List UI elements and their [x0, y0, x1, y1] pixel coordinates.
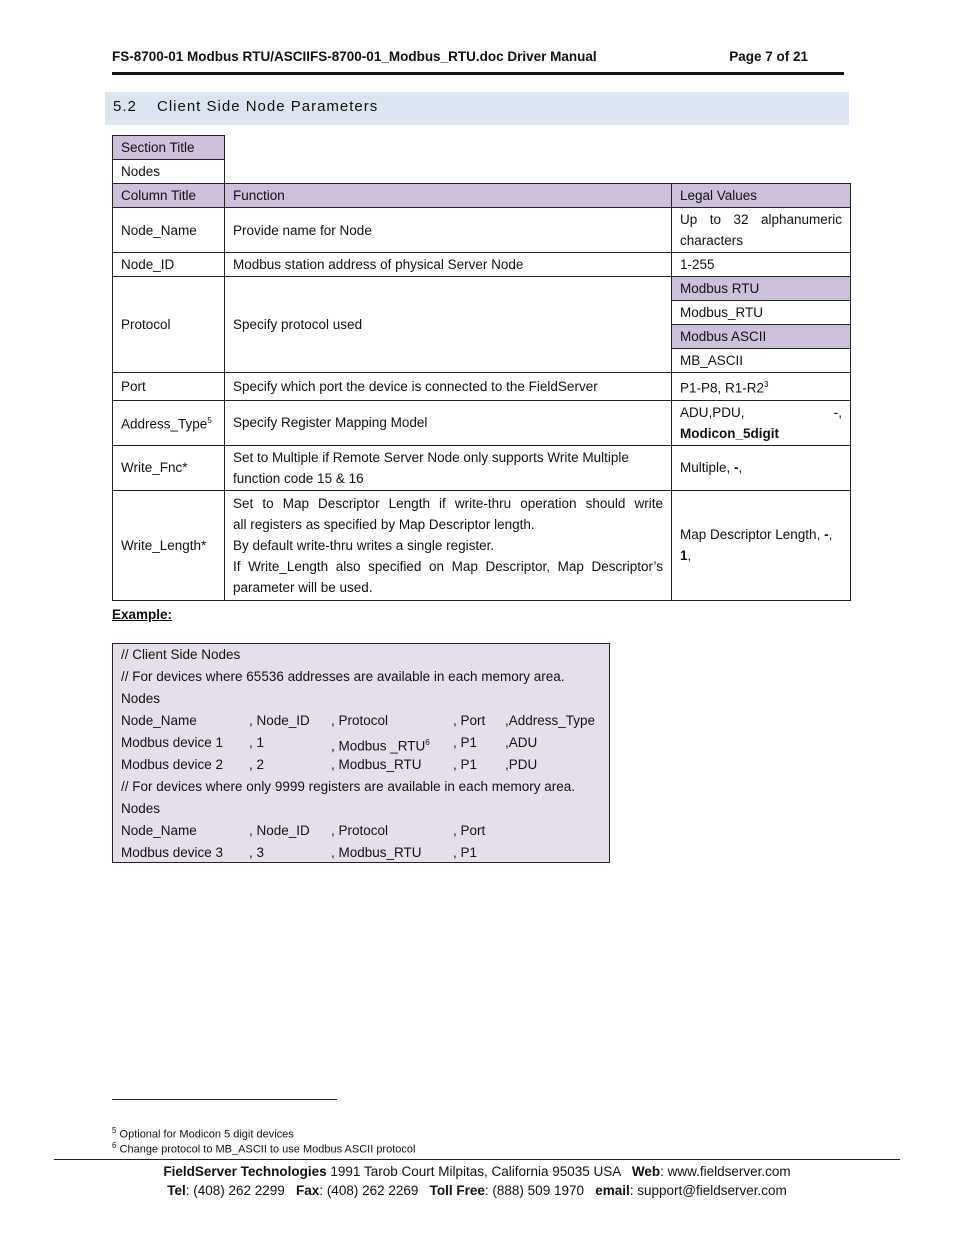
section-heading	[105, 92, 849, 125]
table-header-row	[113, 184, 851, 208]
param-name: Write_Length*	[113, 490, 225, 600]
column-header: Legal Values	[672, 184, 851, 208]
page-number: Page 7 of 21	[729, 49, 808, 64]
footer-line-1: FieldServer Technologies 1991 Tarob Court Milpitas, California 95035 USA Web: www.fieldserver.com	[163, 1164, 791, 1179]
section-title-value: Nodes	[113, 160, 225, 184]
param-legal: ADU,PDU, -, Modicon_5digit	[672, 400, 851, 445]
code-line: Modbus device 1 , 1 , Modbus _RTU$^6$ , P1 ,ADU	[121, 735, 538, 754]
section-title: Client Side Node Parameters	[157, 98, 379, 115]
company-name: FieldServer Technologies	[163, 1164, 327, 1179]
code-line: // For devices where only 9999 registers are available in each memory area.	[121, 779, 575, 794]
param-legal: 1-255	[672, 253, 851, 277]
website-link[interactable]: : www.fieldserver.com	[660, 1164, 791, 1179]
code-line: Node_Name , Node_ID , Protocol , Port	[121, 823, 486, 838]
param-function: Set to Map Descriptor Length if write-thru operation should write all registers as specified by Map Descriptor length. By default write-thru writes a single register. If Write_Length also specified on Map Descriptor, Map Descriptor’s parameter will be used.	[225, 490, 672, 600]
code-line: // For devices where 65536 addresses are available in each memory area.	[121, 669, 565, 684]
param-legal: MB_ASCII	[672, 349, 851, 373]
header-rule	[112, 72, 844, 75]
param-function: Specify which port the device is connected to the FieldServer	[225, 373, 672, 401]
param-legal: Modbus_RTU	[672, 301, 851, 325]
document-title: FS-8700-01 Modbus RTU/ASCIIFS-8700-01_Modbus_RTU.doc Driver Manual	[112, 49, 597, 64]
example-label: Example:	[112, 607, 173, 622]
phone-number: : (408) 262 2299	[185, 1183, 297, 1198]
email-link[interactable]: : support@fieldserver.com	[629, 1183, 787, 1198]
table-row	[113, 208, 851, 253]
table-row	[113, 445, 851, 490]
footnote: $^6$ Change protocol to MB_ASCII to use Modbus ASCII protocol	[112, 1141, 416, 1156]
param-function: Provide name for Node	[225, 208, 672, 253]
table-row	[113, 373, 851, 401]
code-line: Node_Name , Node_ID , Protocol , Port ,Address_Type	[121, 713, 596, 728]
code-line: Nodes	[121, 801, 161, 816]
toll-free-number: : (888) 509 1970	[484, 1183, 596, 1198]
param-legal: P1-P8, $R1-R2^3$	[672, 373, 851, 401]
table-row	[113, 277, 851, 301]
footnote-ref: 6	[425, 738, 430, 747]
parameters-table	[112, 135, 851, 601]
param-legal: Modbus RTU	[672, 277, 851, 301]
footnote-rule	[112, 1099, 337, 1100]
param-legal: Map Descriptor Length, -, 1,	[672, 490, 851, 600]
param-name: Port	[113, 373, 225, 401]
table-row	[113, 253, 851, 277]
param-name: Node_ID	[113, 253, 225, 277]
document-header	[112, 49, 808, 64]
code-line: Modbus device 3 , 3 , Modbus_RTU , P1	[121, 845, 478, 860]
param-function: Specify protocol used	[225, 277, 672, 373]
footnote-ref: 5	[207, 416, 212, 426]
table-row	[113, 490, 851, 600]
column-header: Function	[225, 184, 672, 208]
footer-line-2: Tel: (408) 262 2299 Fax: (408) 262 2269 Toll Free: (888) 509 1970 email: support@fieldserver.com	[167, 1183, 787, 1198]
column-header: Column Title	[113, 184, 225, 208]
param-name: Node_Name	[113, 208, 225, 253]
param-name: Address_Type$^5$	[113, 400, 225, 445]
footer-rule	[54, 1159, 900, 1160]
code-line: // Client Side Nodes	[121, 647, 241, 662]
company-address: 1991 Tarob Court Milpitas, California 95035 USA	[326, 1164, 632, 1179]
param-function: Set to Multiple if Remote Server Node only supports Write Multiple function code 15 & 16	[225, 445, 672, 490]
code-line: Modbus device 2 , 2 , Modbus_RTU , P1 ,PDU	[121, 757, 538, 772]
param-name: Protocol	[113, 277, 225, 373]
table-row	[113, 400, 851, 445]
param-function: Specify Register Mapping Model	[225, 400, 672, 445]
example-code-box	[112, 643, 610, 863]
section-title-label: Section Title	[113, 136, 225, 160]
footnote-ref: 3	[764, 380, 769, 389]
code-line: Nodes	[121, 691, 161, 706]
param-function: Modbus station address of physical Server Node	[225, 253, 672, 277]
param-legal: Multiple, -,	[672, 445, 851, 490]
section-number: 5.2	[113, 98, 137, 115]
param-legal: Up to 32 alphanumeric characters	[672, 208, 851, 253]
fax-number: : (408) 262 2269	[319, 1183, 430, 1198]
footnote: $^5$ Optional for Modicon 5 digit devices	[112, 1126, 294, 1141]
param-legal: Modbus ASCII	[672, 325, 851, 349]
param-name: Write_Fnc*	[113, 445, 225, 490]
